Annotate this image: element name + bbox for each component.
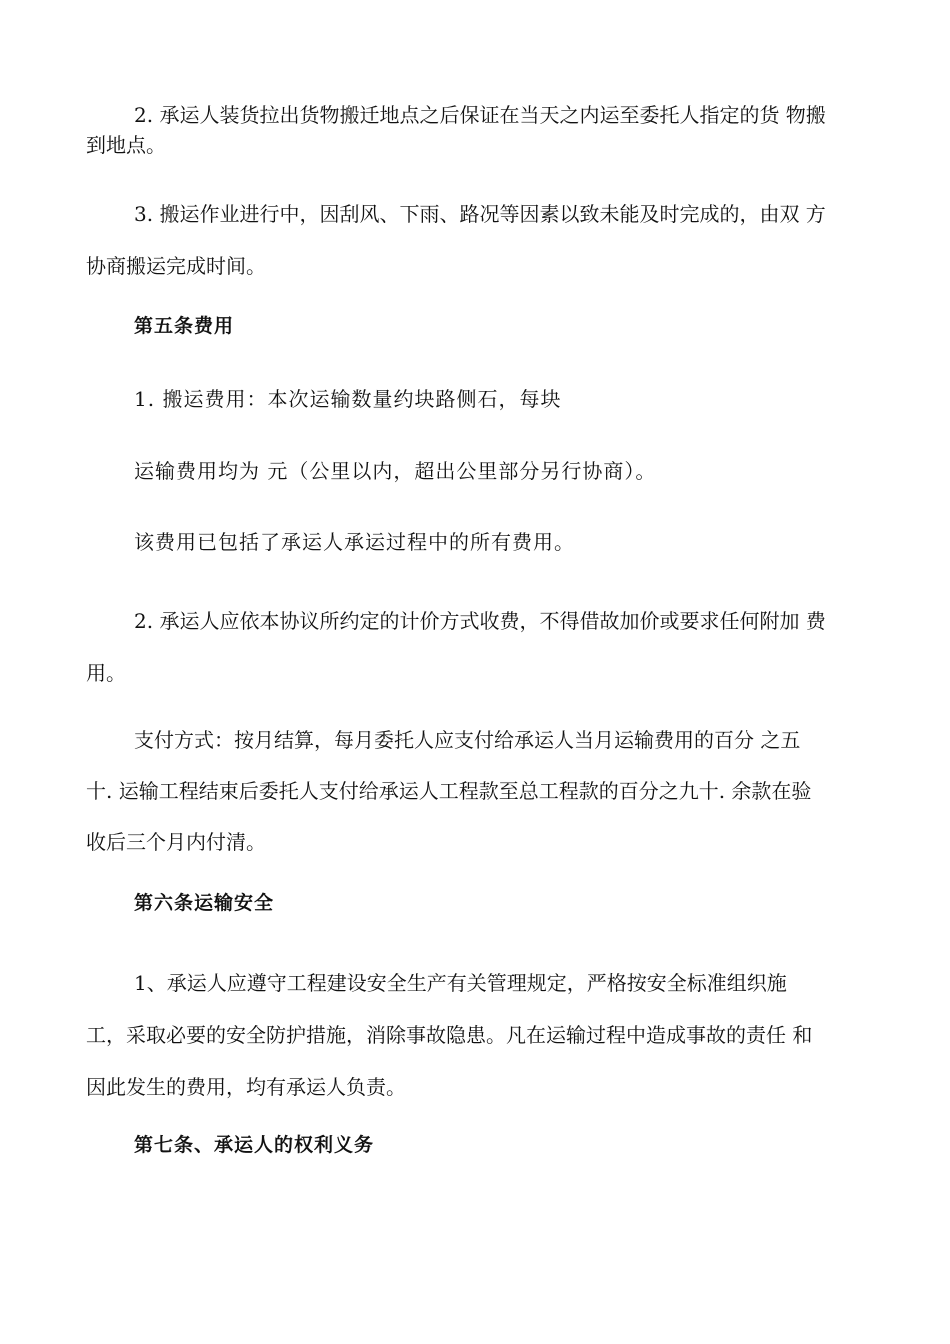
fee-item-1: 1. 搬运费用：本次运输数量约块路侧石，每块	[134, 387, 562, 411]
heading-article-6: 第六条运输安全	[134, 892, 275, 914]
paragraph-line: 到地点。	[86, 133, 166, 157]
heading-article-7: 第七条、承运人的权利义务	[134, 1134, 375, 1156]
heading-article-5: 第五条费用	[134, 315, 235, 337]
paragraph-safety	[86, 957, 876, 1113]
paragraph-line: 协商搬运完成时间。	[86, 254, 266, 278]
paragraph-line: 工，采取必要的安全防护措施，消除事故隐患。凡在运输过程中造成事故的责任 和	[86, 1023, 813, 1047]
paragraph-payment	[86, 715, 876, 868]
paragraph-line: 支付方式：按月结算，每月委托人应支付给承运人当月运输费用的百分 之五	[134, 728, 801, 752]
paragraph-fee-2	[86, 595, 876, 699]
paragraph-line: 因此发生的费用，均有承运人负责。	[86, 1075, 406, 1099]
paragraph-line: 2. 承运人应依本协议所约定的计价方式收费，不得借故加价或要求任何附加 费	[134, 609, 826, 633]
paragraph-line: 用。	[86, 661, 126, 685]
fee-item-1-note: 该费用已包括了承运人承运过程中的所有费用。	[134, 530, 575, 554]
paragraph-line: 2. 承运人装货拉出货物搬迁地点之后保证在当天之内运至委托人指定的货 物搬	[134, 103, 826, 127]
paragraph-line: 1、承运人应遵守工程建设安全生产有关管理规定，严格按安全标准组织施	[134, 971, 787, 995]
paragraph-item-2	[86, 100, 876, 160]
fee-item-1-continued: 运输费用均为 元（公里以内，超出公里部分另行协商）。	[134, 459, 657, 483]
paragraph-line: 收后三个月内付清。	[86, 830, 266, 854]
paragraph-item-3	[86, 188, 876, 292]
paragraph-line: 3. 搬运作业进行中，因刮风、下雨、路况等因素以致未能及时完成的，由双 方	[134, 202, 826, 226]
paragraph-line: 十. 运输工程结束后委托人支付给承运人工程款至总工程款的百分之九十. 余款在验	[86, 779, 812, 803]
